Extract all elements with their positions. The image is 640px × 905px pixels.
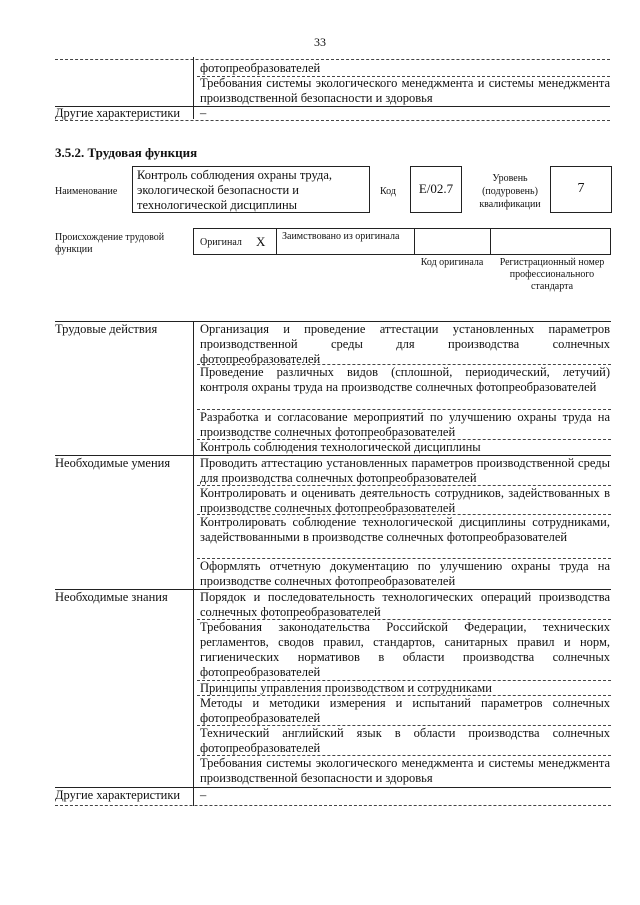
skill-item-4: Оформлять отчетную документацию по улучшению охраны труда на производстве солнечных фотопреобразователей (200, 559, 610, 588)
original-label: Оригинал (200, 237, 242, 248)
code-value: E/02.7 (418, 181, 454, 196)
reg-number-label: Регистрационный номер профессионального стандарта (499, 257, 605, 292)
section-title: 3.5.2. Трудовая функция (55, 145, 198, 160)
page-number: 33 (314, 35, 326, 49)
knowledge-item-1: Порядок и последовательность технологических операций производства солнечных фотопреобразователей (200, 590, 610, 619)
origin-divider-2 (414, 228, 415, 255)
top-block-bottom (55, 120, 610, 121)
group-label-knowledge: Необходимые знания (55, 590, 168, 604)
top-rule (55, 59, 610, 60)
other-value: – (200, 788, 207, 802)
action-item-3: Разработка и согласование мероприятий по улучшению охраны труда на производстве солнечных фотопреобразователей (200, 410, 610, 439)
other-label: Другие характеристики (55, 788, 181, 802)
origin-label: Происхождение трудовой функции (55, 232, 165, 255)
knowledge-item-2: Требования законодательства Российской Федерации, технических регламентов, сводов правил, стандартов, санитарных правил и норм, гигиенических нормативов в области производства солнечных фотопреобразователей (200, 620, 610, 679)
group-label-skills: Необходимые умения (55, 456, 171, 470)
group-label-actions: Трудовые действия (55, 322, 158, 336)
knowledge-item-6: Требования системы экологического менеджмента и системы менеджмента производственной безопасности и здоровья (200, 756, 610, 785)
table-column-divider (193, 321, 194, 806)
skill-item-3: Контролировать соблюдение технологической дисциплины сотрудниками, задействованными в производстве солнечных фотопреобразователей (200, 515, 610, 544)
level-label: Уровень (подуровень) квалификации (479, 173, 541, 210)
action-item-2: Проведение различных видов (сплошной, периодический, летучий) контроля охраны труда на производстве солнечных фотопреобразователей (200, 365, 610, 394)
level-value: 7 (577, 181, 585, 196)
origin-divider-3 (490, 228, 491, 255)
top-row-2: Требования системы экологического менеджмента и системы менеджмента производственной безопасности и здоровья (200, 76, 610, 105)
knowledge-item-4: Методы и методики измерения и испытаний параметров солнечных фотопреобразователей (200, 696, 610, 725)
top-other-label: Другие характеристики (55, 106, 181, 120)
code-label: Код (380, 186, 396, 197)
knowledge-item-3: Принципы управления производством и сотрудниками (200, 681, 492, 695)
name-value: Контроль соблюдения охраны труда, экологической безопасности и технологической дисциплины (137, 168, 333, 212)
action-item-4: Контроль соблюдения технологической дисциплины (200, 440, 481, 454)
name-label: Наименование (55, 186, 118, 197)
top-row-1: фотопреобразователей (200, 61, 321, 75)
origin-divider-1 (276, 228, 277, 255)
original-mark: X (256, 234, 266, 249)
borrowed-label: Заимствовано из оригинала (282, 231, 400, 242)
action-item-1: Организация и проведение аттестации установленных параметров производственной среды для производства солнечных фотопреобразователей (200, 322, 610, 366)
code-original-label: Код оригинала (420, 257, 484, 268)
table-bottom-border (55, 805, 611, 806)
top-other-value: – (200, 106, 207, 120)
knowledge-item-5: Технический английский язык в области производства солнечных фотопреобразователей (200, 726, 610, 755)
skill-item-2: Контролировать и оценивать деятельность сотрудников, задействованных в производстве солнечных фотопреобразователей (200, 486, 610, 515)
skill-item-1: Проводить аттестацию установленных параметров производственной среды для производства солнечных фотопреобразователей (200, 456, 610, 485)
